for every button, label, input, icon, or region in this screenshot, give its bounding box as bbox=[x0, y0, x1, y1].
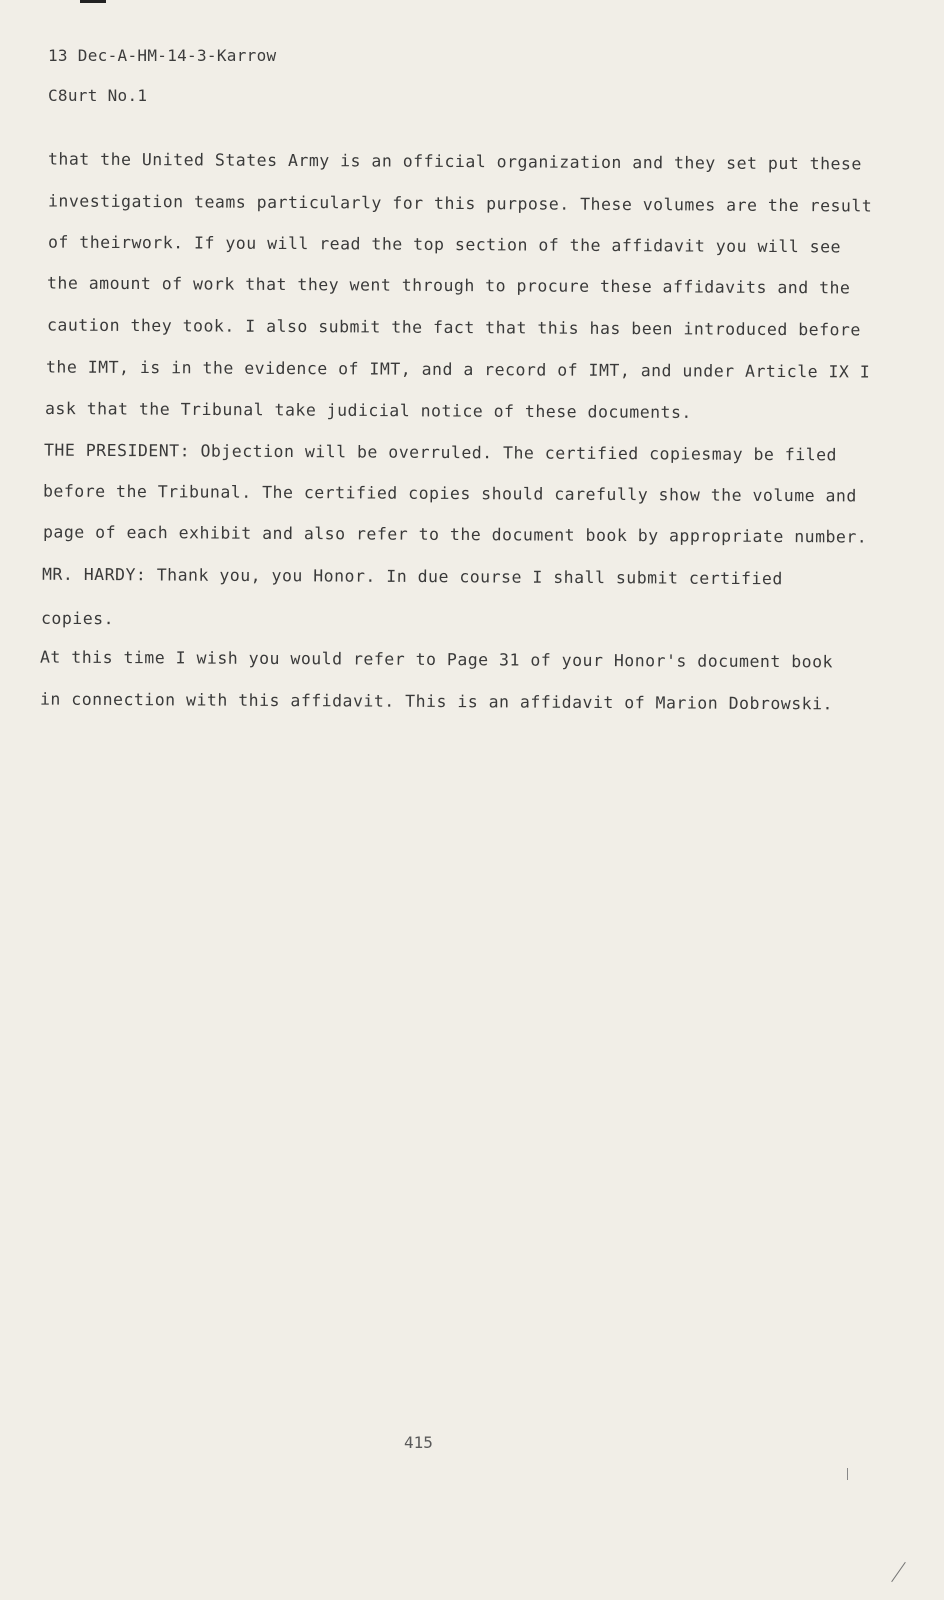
text-line-9: before the Tribunal. The certified copies should carefully show the volume and bbox=[42, 481, 857, 506]
page-number: 415 bbox=[404, 1433, 433, 1452]
text-line-11: MR. HARDY: Thank you, you Honor. In due course I shall submit certified bbox=[41, 564, 783, 589]
court-number: C8urt No.1 bbox=[48, 86, 148, 105]
text-line-10: page of each exhibit and also refer to the document book by appropriate number. bbox=[42, 522, 868, 547]
text-line-14: in connection with this affidavit. This is an affidavit of Marion Dobrowski. bbox=[39, 689, 834, 714]
text-line-2: investigation teams particularly for this purpose. These volumes are the result bbox=[47, 191, 873, 216]
corner-stray-mark bbox=[891, 1562, 906, 1582]
top-edge-mark bbox=[80, 0, 106, 3]
text-line-1: that the United States Army is an official organization and they set put these bbox=[47, 149, 862, 174]
margin-tick-mark bbox=[847, 1468, 848, 1480]
text-line-7: ask that the Tribunal take judicial notice of these documents. bbox=[44, 399, 692, 422]
text-line-13: At this time I wish you would refer to Page 31 of your Honor's document book bbox=[39, 647, 834, 672]
document-reference: 13 Dec-A-HM-14-3-Karrow bbox=[48, 46, 277, 65]
text-line-8: THE PRESIDENT: Objection will be overruled. The certified copiesmay be filed bbox=[43, 440, 838, 465]
text-line-3: of theirwork. If you will read the top section of the affidavit you will see bbox=[47, 232, 842, 257]
text-line-6: the IMT, is in the evidence of IMT, and a record of IMT, and under Article IX I bbox=[45, 357, 871, 382]
text-line-4: the amount of work that they went through to procure these affidavits and the bbox=[46, 273, 851, 298]
text-line-12: copies. bbox=[40, 608, 115, 629]
text-line-5: caution they took. I also submit the fact that this has been introduced before bbox=[46, 315, 861, 340]
